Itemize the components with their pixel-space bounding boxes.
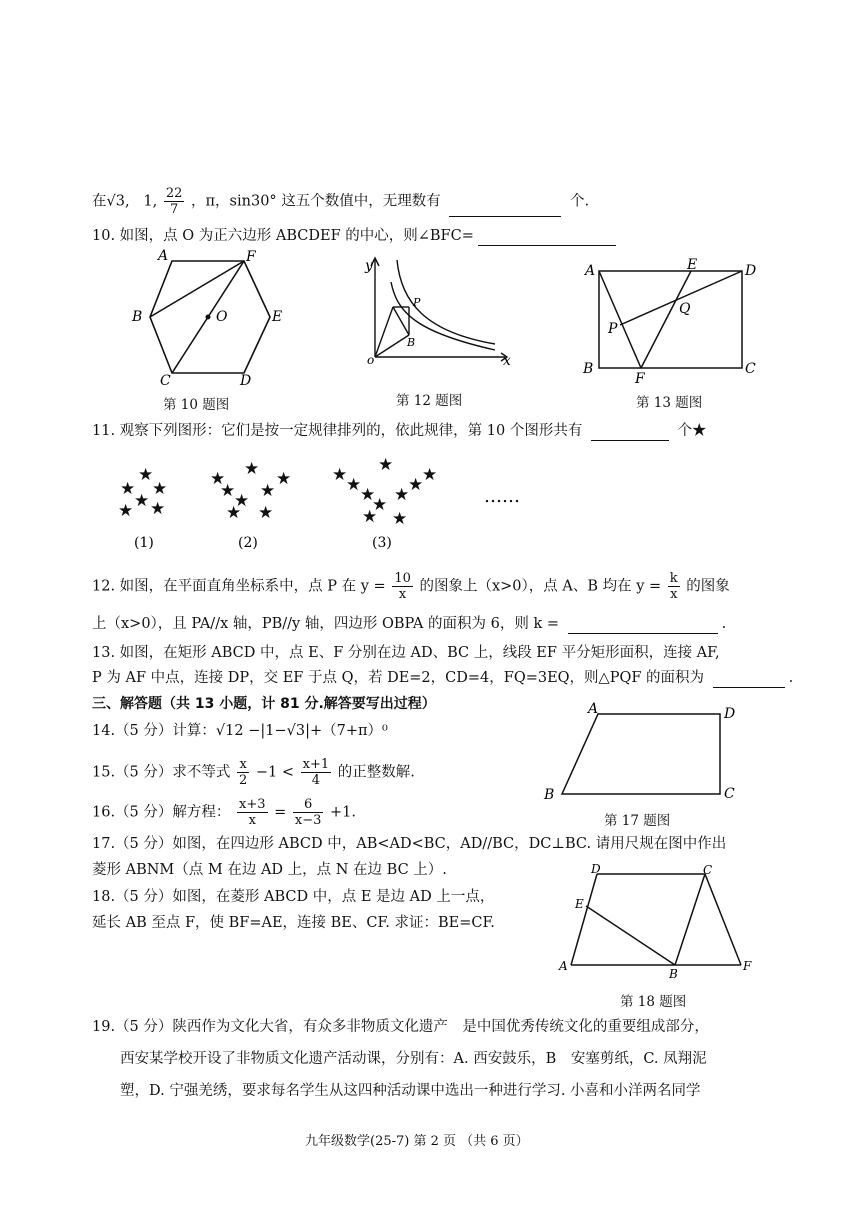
fig18-label-f: F (743, 959, 752, 973)
star-icon: ★ (120, 479, 136, 499)
q15-fraction-2 (301, 757, 332, 788)
fig10-label-o: O (216, 309, 228, 325)
star-icon: ★ (134, 491, 150, 511)
star-icon: ★ (220, 481, 236, 501)
fig17-caption: 第 17 题图 (604, 813, 671, 829)
fig12-label-y: y (365, 258, 373, 274)
figure-12-hyperbola (345, 252, 515, 377)
q12-f1-num: 10 (394, 571, 411, 586)
q15-f1-num: x (237, 757, 249, 773)
q11-fig-label-3: (3) (372, 535, 392, 551)
star-icon: ★ (260, 481, 276, 501)
fig10-label-b: B (132, 309, 143, 325)
fig10-label-c: C (160, 373, 171, 389)
q15-mid: −1 < (255, 764, 295, 781)
question-12-line-2: 上（x>0），且 PA//x 轴，PB//y 轴，四边形 OBPA 的面积为 6，则 k = . (92, 616, 727, 632)
fig12-caption: 第 12 题图 (396, 393, 463, 409)
fig13-label-d: D (745, 263, 757, 279)
fig12-label-x: x (503, 353, 511, 369)
q16-f1-num: x+3 (239, 797, 266, 812)
fig13-label-q: Q (679, 301, 691, 317)
q15-pre: 15.（5 分）求不等式 (92, 764, 231, 781)
q15-f2-num: x+1 (302, 757, 330, 772)
q12-f2-den: x (670, 587, 678, 602)
star-icon: ★ (360, 485, 376, 505)
q10-text: 10. 如图，点 O 为正六边形 ABCDEF 的中心，则∠BFC= (92, 228, 474, 244)
q11-fig-label-1: (1) (134, 535, 154, 551)
q16-fraction-1 (237, 797, 268, 828)
fig18-label-b: B (669, 967, 678, 981)
fig13-label-f: F (635, 371, 645, 385)
question-12-line-1 (92, 571, 730, 602)
question-15 (92, 757, 415, 788)
question-10 (92, 226, 620, 246)
question-9 (92, 186, 589, 217)
star-icon: ★ (346, 475, 362, 495)
q16-pre: 16.（5 分）解方程： (92, 804, 231, 821)
question-16 (92, 797, 356, 828)
fig13-label-p: P (608, 321, 618, 337)
star-icon: ★ (276, 469, 292, 489)
q9-answer-blank[interactable] (449, 202, 561, 217)
q16-f2-den: x−3 (294, 813, 322, 828)
question-18-line-1: 18.（5 分）如图，在菱形 ABCD 中，点 E 是边 AD 上一点， (92, 889, 495, 905)
q11-text: 11. 观察下列图形：它们是按一定规律排列的，依此规律，第 10 个图形共有 (92, 423, 583, 439)
fig18-caption: 第 18 题图 (620, 994, 687, 1010)
star-icon: ★ (150, 499, 166, 519)
fig17-label-c: C (724, 786, 735, 802)
figure-17-quadrilateral (540, 700, 750, 805)
q10-answer-blank[interactable] (478, 231, 616, 246)
star-icon: ★ (378, 455, 394, 475)
q9-frac-den: 7 (169, 202, 179, 217)
star-icon: ★ (118, 501, 134, 521)
page-footer: 九年级数学(25-7) 第 2 页 （共 6 页） (305, 1134, 529, 1149)
q9-fraction (164, 186, 185, 217)
fig17-label-d: D (724, 706, 736, 722)
fig10-caption: 第 10 题图 (163, 397, 230, 413)
question-13-line-1: 13. 如图，在矩形 ABCD 中，点 E、F 分别在边 AD、BC 上，线段 EF 平分矩形面积，连接 AF, (92, 645, 720, 661)
q16-f2-num: 6 (293, 797, 324, 813)
fig18-label-d: D (591, 862, 601, 876)
star-icon: ★ (226, 503, 242, 523)
q12-mid: 的图象上（x>0），点 A、B 均在 y = (419, 578, 662, 595)
q9-one: 1, (143, 193, 158, 210)
question-11 (92, 421, 707, 441)
q12-fraction-2 (668, 571, 680, 602)
question-17-line-1: 17.（5 分）如图，在四边形 ABCD 中，AB<AD<BC，AD//BC，DC⊥BC. 请用尺规在图中作出 (92, 836, 727, 852)
question-13-line-2: P 为 AF 中点，连接 DP，交 EF 于点 Q，若 DE=2，CD=4，FQ=3EQ，则△PQF 的面积为 . (92, 670, 794, 686)
fig13-label-a: A (585, 263, 596, 279)
q12-post: 的图象 (686, 578, 730, 595)
figure-10-hexagon (120, 245, 300, 390)
q12-pre: 12. 如图，在平面直角坐标系中，点 P 在 y = (92, 578, 386, 595)
section-3-heading: 三、解答题（共 13 小题，计 81 分.解答要写出过程） (92, 696, 436, 712)
q11-answer-blank[interactable] (591, 426, 669, 441)
fig18-label-c: C (703, 863, 713, 877)
q11-fig-label-2: (2) (238, 535, 258, 551)
star-icon: ★ (258, 503, 274, 523)
question-19-line-3: 塑，D. 宁强羌绣，要求每名学生从这四种活动课中选出一种进行学习. 小喜和小洋两名同学 (120, 1083, 701, 1099)
star-icon: ★ (138, 465, 154, 485)
star-icon: ★ (234, 491, 250, 511)
q12-line2: 上（x>0），且 PA//x 轴，PB//y 轴，四边形 OBPA 的面积为 6，则 k = (92, 616, 559, 632)
fig10-label-a: A (158, 248, 169, 264)
q11-star-figures (110, 452, 550, 557)
q9-rest: ，π，sin30° 这五个数值中，无理数有 (191, 193, 441, 210)
question-18-line-2: 延长 AB 至点 F，使 BF=AE，连接 BE、CF. 求证：BE=CF. (92, 915, 495, 931)
fig18-label-a: A (559, 959, 568, 973)
q16-fraction-2 (293, 797, 324, 828)
fig18-label-e: E (575, 897, 584, 911)
question-14: 14.（5 分）计算：√12 −|1−√3|+（7+π）⁰ (92, 723, 388, 739)
fig13-caption: 第 13 题图 (636, 395, 703, 411)
fig12-label-p: P (413, 296, 421, 309)
q11-post: 个★ (677, 423, 707, 439)
fig12-label-b: B (407, 336, 416, 349)
q15-f2-den: 4 (311, 773, 321, 788)
q9-frac-num: 22 (165, 186, 183, 201)
q15-post: 的正整数解. (337, 764, 415, 781)
fig13-label-e: E (687, 257, 698, 273)
figure-18-rhombus (555, 862, 760, 982)
star-icon: ★ (152, 479, 168, 499)
q13-answer-blank[interactable] (713, 673, 785, 688)
q15-f1-den: 2 (239, 773, 248, 788)
q9-pre: 在√3, (92, 193, 130, 210)
fig13-label-c: C (745, 361, 756, 377)
q11-ellipsis: …… (484, 486, 520, 507)
q16-mid: = (274, 804, 287, 821)
q9-post: 个. (570, 193, 590, 210)
question-19-line-1: 19.（5 分）陕西作为文化大省，有众多非物质文化遗产 是中国优秀传统文化的重要组成部分， (92, 1019, 709, 1035)
q12-answer-blank[interactable] (568, 619, 718, 634)
q12-f2-num: k (669, 571, 678, 586)
fig12-label-o: o (367, 353, 375, 367)
fig10-label-d: D (240, 373, 252, 389)
q12-fraction-1 (392, 571, 413, 602)
star-icon: ★ (332, 465, 348, 485)
star-icon: ★ (422, 465, 438, 485)
fig17-label-b: B (544, 787, 555, 803)
star-icon: ★ (244, 459, 260, 479)
figure-13-rectangle (575, 255, 770, 385)
star-icon: ★ (394, 485, 410, 505)
fig13-label-b: B (583, 361, 594, 377)
q16-post: +1. (330, 804, 356, 821)
star-icon: ★ (362, 507, 378, 527)
star-icon: ★ (392, 509, 408, 529)
fig17-label-a: A (588, 701, 599, 717)
question-19-line-2: 西安某学校开设了非物质文化遗产活动课，分别有：A. 西安鼓乐，B 安塞剪纸，C. 凤翔泥 (120, 1051, 707, 1067)
star-icon: ★ (372, 495, 388, 515)
question-17-line-2: 菱形 ABNM（点 M 在边 AD 上，点 N 在边 BC 上）. (92, 862, 447, 878)
star-icon: ★ (408, 475, 424, 495)
star-icon: ★ (210, 469, 226, 489)
q16-f1-den: x (248, 813, 256, 828)
q13-line2: P 为 AF 中点，连接 DP，交 EF 于点 Q，若 DE=2，CD=4，FQ=3EQ，则△PQF 的面积为 (92, 670, 705, 686)
q12-f1-den: x (398, 587, 407, 602)
fig10-label-f: F (246, 249, 256, 265)
fig10-label-e: E (272, 309, 283, 325)
q15-fraction-1 (237, 757, 249, 788)
